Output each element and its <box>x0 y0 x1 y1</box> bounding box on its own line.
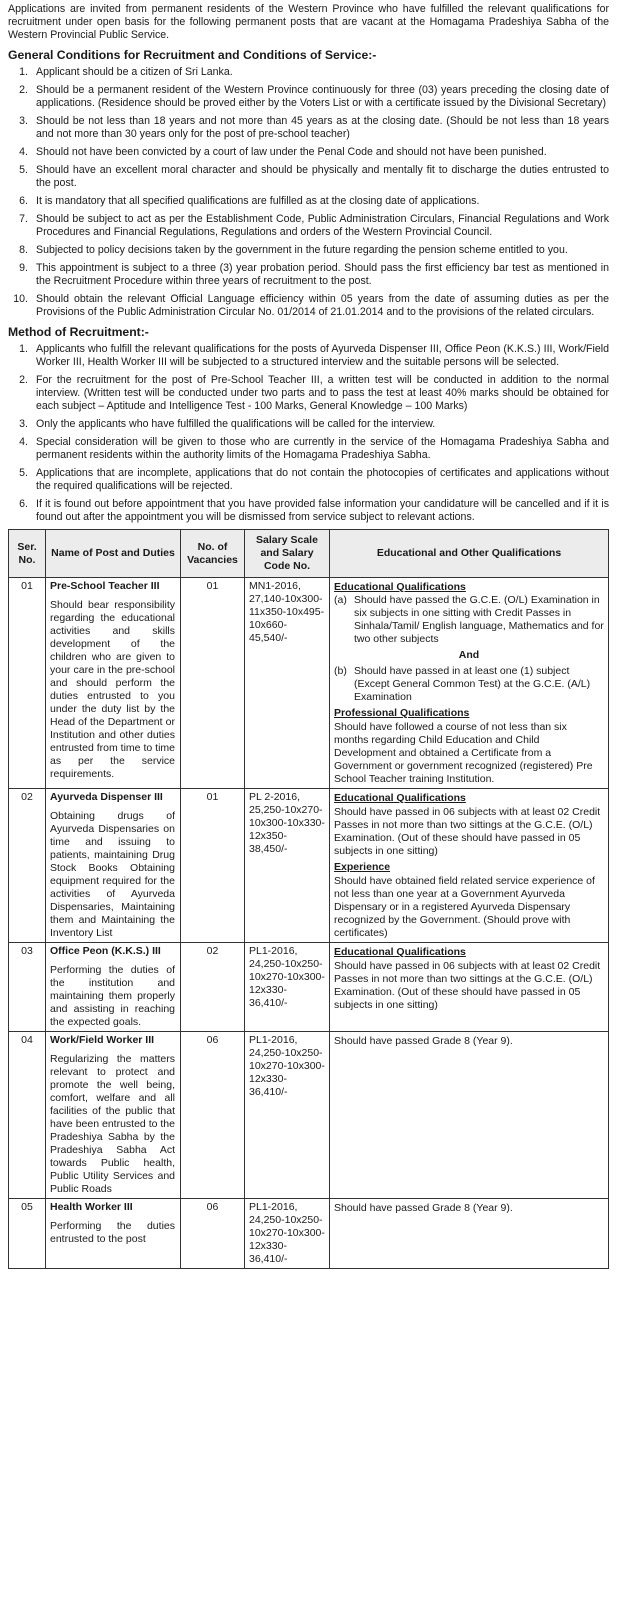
list-item: 1. Applicants who fulfill the relevant qualifications for the posts of Ayurveda Dispenser III, Office Peon (K.K.S.) III, Work/Field Worker III, Health Worker III will be subjected to a structured interview and the suitable persons will be selected. <box>19 343 609 368</box>
list-item: 5. Should have an excellent moral character and should be physically and mentally fit to discharge the duties entrusted to the post. <box>19 164 609 189</box>
post-duties: Should bear responsibility regarding the educational activities and skills development of the children who are given to your care in the pre-school and should perform the duties entrusted to you under the duty list by the Head of the Department or Institution and other duties entrusted from time to time as per the service requirements. <box>50 599 175 780</box>
posts-table <box>8 529 609 1269</box>
list-item: 9. This appointment is subject to a three (3) year probation period. Should pass the first efficiency bar test as mentioned in the Recruitment Procedure within three years of recruitment to the post. <box>19 262 609 287</box>
vacancies: 06 <box>181 1032 245 1199</box>
post-duties: Performing the duties entrusted to the post <box>50 1220 175 1245</box>
post-title: Pre-School Teacher III <box>50 580 160 592</box>
experience-heading: Experience <box>334 861 391 873</box>
salary-scale: PL 2-2016, 25,250-10x270-10x300-10x330-12x350-38,450/- <box>245 789 330 943</box>
vacancies: 02 <box>181 943 245 1032</box>
qualifications-cell <box>330 1199 609 1269</box>
table-row <box>9 1032 609 1199</box>
list-item: 2. For the recruitment for the post of Pre-School Teacher III, a written test will be conducted in addition to the normal interview. (Written test will be conducted under two parts and to pass the test at least 40% marks should be obtained for each subject – Aptitude and Intelligence Test - 100 Marks, General Knowledge – 100 Marks) <box>19 374 609 412</box>
header-qualifications: Educational and Other Qualifications <box>330 530 609 578</box>
header-ser-no: Ser. No. <box>9 530 46 578</box>
post-cell <box>46 943 181 1032</box>
post-duties: Regularizing the matters relevant to protect and promote the well being, comfort, welfare and all facilities of the public that have been entrusted to the Pradeshiya Sabha by the Pradeshiya Sabha Act towards Public health, Public Utility Services and Public Roads <box>50 1053 175 1195</box>
table-header-row <box>9 530 609 578</box>
salary-scale: PL1-2016, 24,250-10x250-10x270-10x300-12x330-36,410/- <box>245 943 330 1032</box>
list-item: 7. Should be subject to act as per the Establishment Code, Public Administration Circulars, Financial Regulations and Work Procedures and Financial Regulations, Regulations and orders of the Western Provincial Council. <box>19 213 609 238</box>
educational-qualifications-text: Should have passed in 06 subjects with at least 02 Credit Passes in not more than two sittings at the G.C.E. (O/L) Examination. (Out of these should have passed in 05 subjects in one sitting) <box>334 806 601 857</box>
qualifications-cell <box>330 943 609 1032</box>
list-item: 6. If it is found out before appointment that you have provided false information your candidature will be cancelled and if it is found out after the appointment you will be dismissed from service subject to relevant actions. <box>19 498 609 523</box>
educational-qualifications-text: Should have passed in 06 subjects with at least 02 Credit Passes in not more than two sittings at the G.C.E. (O/L) Examination. (Out of these should have passed in 05 subjects in one sitting) <box>334 960 601 1011</box>
and-separator: And <box>458 649 480 661</box>
educational-qualifications-heading: Educational Qualifications <box>334 946 466 958</box>
salary-scale: PL1-2016, 24,250-10x250-10x270-10x300-12x330-36,410/- <box>245 1199 330 1269</box>
method-of-recruitment-heading: Method of Recruitment:- <box>8 325 149 339</box>
table-row <box>9 943 609 1032</box>
table-row <box>9 1199 609 1269</box>
ser-no: 05 <box>9 1199 46 1269</box>
post-title: Work/Field Worker III <box>50 1034 155 1046</box>
method-of-recruitment-list <box>8 343 609 524</box>
list-item: 3. Only the applicants who have fulfilled the qualifications will be called for the interview. <box>19 418 436 430</box>
intro-paragraph: Applications are invited from permanent residents of the Western Province who have fulfilled the relevant qualifications for recruitment under open basis for the following permanent posts that are vacant at the Homagama Pradeshiya Sabha of the Western Provincial Public Service. <box>8 3 609 41</box>
table-row <box>9 578 609 789</box>
salary-scale: MN1-2016, 27,140-10x300-11x350-10x495-10x660-45,540/- <box>245 578 330 789</box>
general-conditions-list <box>8 66 609 319</box>
qualification-item: (b) Should have passed in at least one (1) subject (Except General Common Test) at the G.C.E. (A/L) Examination <box>334 665 591 703</box>
post-duties: Performing the duties of the institution and maintaining them properly and assisting in reaching the expected goals. <box>50 964 175 1028</box>
ser-no: 02 <box>9 789 46 943</box>
qualification-item: (a) Should have passed the G.C.E. (O/L) Examination in six subjects in one sitting with Credit Passes in Sinhala/Tamil/ English language, Mathematics and for two other subjects <box>334 594 604 645</box>
list-item: 2. Should be a permanent resident of the Western Province continuously for three (03) years preceding the closing date of applications. (Residence should be proved either by the Voters List or with a certificate issued by the Divisional Secretary) <box>19 84 609 109</box>
qualifications-cell <box>330 578 609 789</box>
vacancies: 01 <box>181 578 245 789</box>
list-item: 1. Applicant should be a citizen of Sri Lanka. <box>19 66 233 78</box>
post-title: Health Worker III <box>50 1201 133 1213</box>
qualifications-cell <box>330 1032 609 1199</box>
vacancies: 01 <box>181 789 245 943</box>
header-salary: Salary Scale and Salary Code No. <box>245 530 330 578</box>
professional-qualifications-heading: Professional Qualifications <box>334 707 470 719</box>
table-row <box>9 789 609 943</box>
educational-qualifications-heading: Educational Qualifications <box>334 581 466 593</box>
list-item: 6. It is mandatory that all specified qualifications are fulfilled as at the closing date of applications. <box>19 195 480 207</box>
educational-qualifications-heading: Educational Qualifications <box>334 792 466 804</box>
header-post-name: Name of Post and Duties <box>46 530 181 578</box>
header-vacancies: No. of Vacancies <box>181 530 245 578</box>
list-item: 4. Special consideration will be given to those who are currently in the service of the Homagama Pradeshiya Sabha and permanent residents within the authority limits of the Homagama Pradeshiya Sabha. <box>19 436 609 461</box>
post-cell <box>46 578 181 789</box>
ser-no: 03 <box>9 943 46 1032</box>
list-item: 3. Should be not less than 18 years and not more than 45 years as at the closing date. (Should be not less than 18 years and not more than 30 years only for the post of pre-school teacher) <box>19 115 609 140</box>
professional-qualifications-text: Should have followed a course of not less than six months regarding Child Education and Child Development and obtained a Certificate from a Government or government recognized (registered) Pre School Teacher training Institution. <box>334 721 593 785</box>
ser-no: 04 <box>9 1032 46 1199</box>
experience-text: Should have obtained field related service experience of not less than one year at a Government Ayurveda Dispensary or in a registered Ayurveda Dispensary recognized by the Government. (Should prove with certificates) <box>334 875 595 939</box>
salary-scale: PL1-2016, 24,250-10x250-10x270-10x300-12x330-36,410/- <box>245 1032 330 1199</box>
list-item: 10. Should obtain the relevant Official Language efficiency within 05 years from the date of assuming duties as per the Provisions of the Public Administration Circular No. 01/2014 of 21.01.2014 and to the provisions of the related circulars. <box>13 293 609 318</box>
post-title: Office Peon (K.K.S.) III <box>50 945 161 957</box>
vacancies: 06 <box>181 1199 245 1269</box>
post-cell <box>46 1032 181 1199</box>
list-item: 8. Subjected to policy decisions taken by the government in the future regarding the pension scheme entitled to you. <box>19 244 568 256</box>
post-duties: Obtaining drugs of Ayurveda Dispensaries on time and issuing to patients, maintaining Drug Stock Books Obtaining equipment required for the activities of Ayurveda Dispensaries, Maintaining them and Maintaining the Inventory List <box>50 810 175 939</box>
general-conditions-heading: General Conditions for Recruitment and Conditions of Service:- <box>8 48 377 62</box>
post-cell <box>46 1199 181 1269</box>
list-item: 5. Applications that are incomplete, applications that do not contain the photocopies of certificates and applications without the required qualifications will be rejected. <box>19 467 609 492</box>
list-item: 4. Should not have been convicted by a court of law under the Penal Code and should not have been punished. <box>19 146 547 158</box>
qualifications-cell <box>330 789 609 943</box>
ser-no: 01 <box>9 578 46 789</box>
post-title: Ayurveda Dispenser III <box>50 791 163 803</box>
qualifications-text: Should have passed Grade 8 (Year 9). <box>334 1035 513 1047</box>
qualifications-text: Should have passed Grade 8 (Year 9). <box>334 1202 513 1214</box>
post-cell <box>46 789 181 943</box>
